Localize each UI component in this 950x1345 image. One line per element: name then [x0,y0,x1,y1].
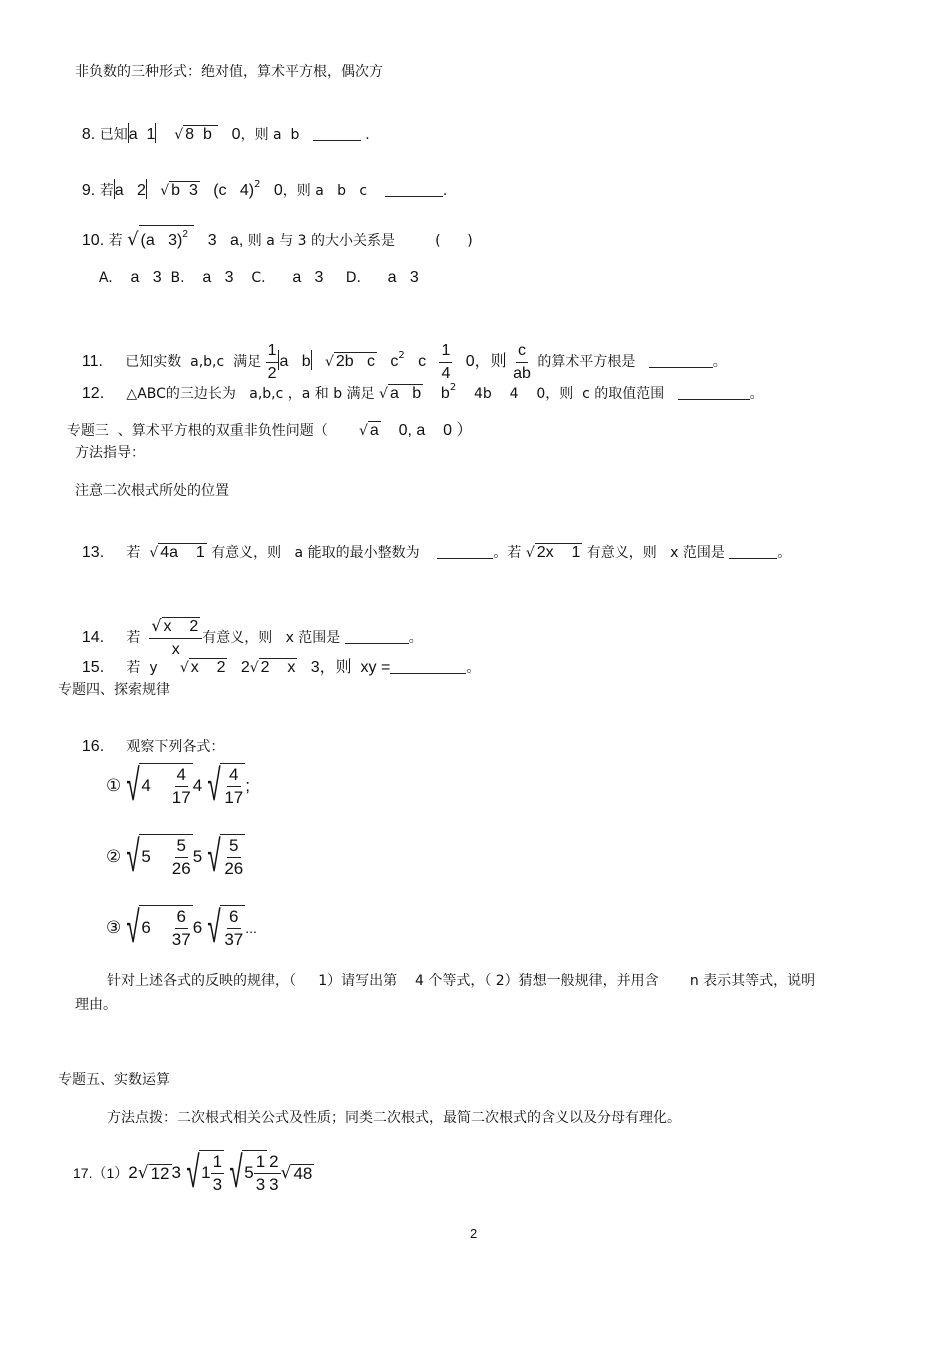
q8-tail: ，则 a b [240,127,300,143]
page-number: 2 [470,1226,478,1241]
q11-zero: 0，则 [465,353,507,370]
q12-b-squared: b [440,385,450,402]
q10-inner: (a 3) [140,232,183,249]
q9-b: b [171,182,181,199]
q14-end: 。 [408,630,423,646]
q10-option-b[interactable]: B. a 3 [170,269,234,286]
q14-fraction: $\frac{√ x 2}{x}$ [149,615,202,661]
q16-item-3: ③ √ 6 $\frac{6}{37}$ 6 √ $\frac{6}{37}$ ... [106,903,257,952]
q8-a: a [128,126,138,143]
question-10: 10. 若 √ (a 3)$^2$ 3 a, 则 a 与 3 的大小关系是 ( ) [73,205,473,251]
q13-end-2: 。 [777,545,792,561]
q8-eight: 8 [185,126,195,143]
topic-3-heading: 专题三 、算术平方根的双重非负性问题（ √ a 0, a 0 ） [66,422,473,439]
q12-rest: 4b 4 0，则 c 的取值范围 [474,386,665,402]
question-13: 13. 若 √ 4a 1 有意义，则 a 能取的最小整数为 。若 √ 2x 1 有意义，则 x 范围是 。 [81,544,792,561]
q10-option-c[interactable]: C. a 3 [251,269,324,286]
q13-answer-blank-1[interactable] [437,558,493,559]
q8-one: 1 [146,126,156,143]
topic-3-rest: 0, a 0 ） [398,422,473,439]
q13-number: 13. [81,544,105,561]
q12-number: 12. [81,385,105,402]
q9-three: 3 [188,182,198,199]
q16-lead: 观察下列各式： [126,739,225,755]
q8-answer-blank[interactable] [313,140,361,141]
q12-radical: a b [389,385,422,402]
question-9: 9. 若a 2 √ b 3 (c 4)$^2$ 0，则 a b c . [81,179,448,199]
q9-four: 4) [239,182,255,199]
q15-number: 15. [81,659,105,676]
q13-radical-1: 4a 1 [160,544,205,561]
q11-c-squared: c [390,353,399,370]
topic-4-heading: 专题四、探索规律 [58,682,170,698]
q9-number: 9. [81,182,96,199]
question-16 [73,717,224,757]
q15-radical-2: 2 x [260,659,296,676]
q16-item-2: ② √ 5 $\frac{5}{26}$ 5 √ $\frac{5}{26}$ [106,832,244,881]
q12-exponent: 2 [449,382,457,393]
q16-task-line-1: 针对上述各式的反映的规律，（ 1）请写出第 4 个等式，（ 2）猜想一般规律，并用含 n 表示其等式，说明 [107,973,816,989]
q10-option-d[interactable]: D. a 3 [345,269,419,286]
q8-end: . [365,127,370,143]
q11-half: $\frac{1}{2}$ [267,341,277,382]
q11-end: 。 [712,354,727,370]
q10-option-a[interactable]: A. a 3 [98,269,162,286]
q11-c: c [418,353,427,370]
question-15: 15. 若 y √ x 2 2√ 2 x 3，则 xy = 。 [81,659,481,676]
q9-lead: 若 [99,183,114,199]
q9-a: a [114,182,124,199]
q15-lead: 若 y [126,660,158,676]
method-title: 方法指导： [75,445,145,461]
q13-radical-2: 2x 1 [536,544,581,561]
q14-mid: 有意义，则 x 范围是 [202,630,341,646]
q11-quarter: $\frac{1}{4}$ [441,341,451,382]
q13-answer-blank-2[interactable] [729,558,777,559]
question-17: 17. （1） 2 √ 12 3 √ 1 $\frac{1}{3}$ √ 5 $\frac{1}{3}$ $\frac{2}{3}$ √ 48 [73,1148,313,1197]
q10-answer-paren: ( ) [435,233,473,249]
q8-lead: 已知 [99,127,128,143]
q17-number: 17. [73,1165,93,1181]
q15-end: 。 [466,660,481,676]
q9-end: . [442,183,448,199]
topic-5-heading: 专题五、实数运算 [58,1072,170,1088]
question-8: 8. 已知a 1 √ 8 b 0，则 a b . [73,103,370,145]
q17-part: （1） [92,1165,129,1181]
q14-lead: 若 [126,630,141,646]
q13-mid-2: 有意义，则 x 范围是 [586,545,725,561]
q9-zero: 0 [273,182,283,199]
q11-number: 11. [81,353,103,370]
q17-radical-48: 48 [293,1163,313,1183]
q8-number: 8. [81,126,96,143]
q11-radical: 2b c [335,353,376,370]
q11-abs: a b [279,353,311,370]
q12-lead: △ABC的三边长为 a,b,c ，a 和 b 满足 [126,386,375,402]
q16-item-1: ① √ 4 $\frac{4}{17}$ 4 √ $\frac{4}{17}$ ; [106,761,250,810]
topic-3-radical: a [369,422,379,439]
question-11: 11. 已知实数 a,b,c 满足 $\frac{1}{2}$ a b √ 2b c $c^2$ c $\frac{1}{4}$ 0，则 $\frac{c}{ab}$ 的算术平方根是 。 [73,290,727,385]
q12-end: 。 [749,386,764,402]
q15-answer-blank[interactable] [390,673,466,674]
q10-options [90,248,419,288]
q10-exponent: 2 [182,229,188,240]
q11-tail: 的算术平方根是 [537,354,636,370]
q9-exponent: 2 [254,179,261,190]
method-note: 注意二次根式所处的位置 [75,483,229,499]
q12-answer-blank[interactable] [678,399,750,400]
q11-lead: 已知实数 a,b,c 满足 [125,354,262,370]
q11-exponent: 2 [398,350,405,361]
q13-end-1: 。若 [493,545,522,561]
q9-tail: ，则 a b c [282,183,368,199]
q10-number: 10. [81,232,105,249]
q14-radical: x 2 [163,618,199,635]
intro-line: 非负数的三种形式：绝对值，算术平方根，偶次方 [75,64,383,80]
q10-rhs: 3 a, [207,232,244,249]
q11-fraction: $\frac{c}{ab}$ [513,341,531,382]
question-12: 12. △ABC的三边长为 a,b,c ，a 和 b 满足 √ a b $b^2$ 4b 4 0，则 c 的取值范围 。 [81,382,764,402]
q13-mid: 有意义，则 a 能取的最小整数为 [211,545,420,561]
q16-task-line-2: 理由。 [75,997,117,1013]
q16-number: 16. [81,738,105,755]
q15-two: 2 [240,659,250,676]
topic-5-method: 方法点拨：二次根式相关公式及性质；同类二次根式，最简二次根式的含义以及分母有理化。 [107,1110,681,1126]
q17-radical-12: 12 [150,1163,170,1183]
q15-rest: 3，则 xy = [310,659,391,676]
q8-zero: 0 [231,126,241,143]
q14-number: 14. [81,629,105,646]
q9-c: (c [213,182,227,199]
q9-answer-blank[interactable] [385,196,443,197]
q13-lead: 若 [126,545,141,561]
q8-b: b [202,126,212,143]
q15-radical-1: x 2 [190,659,226,676]
q10-tail: 则 a 与 3 的大小关系是 [247,233,396,249]
q10-lead: 若 [108,233,123,249]
q9-two: 2 [136,182,146,199]
topic-3-title: 专题三 、算术平方根的双重非负性问题（ [66,423,328,439]
